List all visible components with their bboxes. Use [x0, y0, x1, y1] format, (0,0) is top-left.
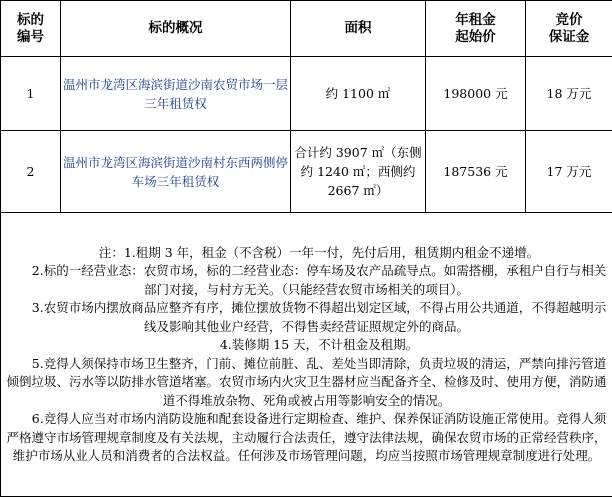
lot-area: 约 1100 ㎡: [291, 57, 426, 131]
table-row: [1, 57, 612, 131]
lot-area: 合计约 3907 ㎡（东侧约 1240 ㎡；西侧约 2667 ㎡）: [291, 131, 426, 213]
note-item: 注：1.租期 3 年，租金（不含税）一年一付，先付后用，租赁期内租金不递增。: [98, 244, 540, 260]
header-annual-rent-line1: 年租金: [455, 11, 496, 28]
lot-annual-rent: 187536 元: [426, 131, 526, 213]
lot-number: 1: [1, 57, 61, 131]
lot-deposit: 17 万元: [526, 131, 612, 213]
notes-row: [1, 213, 612, 497]
header-lot-number-line2: 编号: [17, 28, 44, 45]
note-item: 4.装修期 15 天，不计租金及租期。: [219, 337, 419, 352]
header-row: [1, 1, 612, 57]
header-annual-rent-line2: 起始价: [455, 28, 496, 45]
note-item: 2.标的一经营业态：农贸市场，标的二经营业态：停车场及农产品疏导点。如需搭棚，承租户自行与相关部门对接，与村方无关。（只能经营农贸市场相关的项目）。: [31, 263, 607, 297]
lot-overview: 温州市龙湾区海滨街道沙南村东西两侧停车场三年租赁权: [61, 131, 291, 213]
header-lot-number-line1: 标的: [17, 11, 44, 28]
table-row: [1, 131, 612, 213]
note-item: 5.竞得人须保持市场卫生整齐，门前、摊位前脏、乱、差处当即清除，负责垃圾的清运，严禁向排污管道倾倒垃圾、污水等以防排水管道堵塞。农贸市场内火灾卫生器材应当配备齐全、检修及时、使用方便，消防通道不得堆放杂物、死角或被占用等影响安全的情况。: [6, 355, 607, 408]
header-annual-rent: [426, 1, 526, 57]
header-lot-number: [1, 1, 61, 57]
header-overview: 标的概况: [61, 1, 291, 57]
lot-number: 2: [1, 131, 61, 213]
note-item: 3.农贸市场内摆放商品应整齐有序，摊位摆放货物不得超出划定区域，不得占用公共通道，不得超越明示线及影响其他业户经营，不得售卖经营证照规定外的商品。: [31, 300, 607, 334]
lot-overview: 温州市龙湾区海滨街道沙南农贸市场一层三年租赁权: [61, 57, 291, 131]
note-item: 6.竞得人应当对市场内消防设施和配套设备进行定期检查、维护、保养保证消防设施正常使用。竞得人须严格遵守市场管理规章制度及有关法规，主动履行合法责任，遵守法律法规，确保农贸市场的正常经营秩序，维护市场从业人员和消费者的合法权益。任何涉及市场管理问题，均应当按照市场管理规章制度进行处理。: [6, 411, 607, 463]
header-deposit: [526, 1, 612, 57]
lot-deposit: 18 万元: [526, 57, 612, 131]
header-area: 面积: [291, 1, 426, 57]
notes-cell: [1, 213, 612, 497]
lot-annual-rent: 198000 元: [426, 57, 526, 131]
header-deposit-line2: 保证金: [548, 28, 590, 45]
header-deposit-line1: 竞价: [555, 11, 583, 28]
